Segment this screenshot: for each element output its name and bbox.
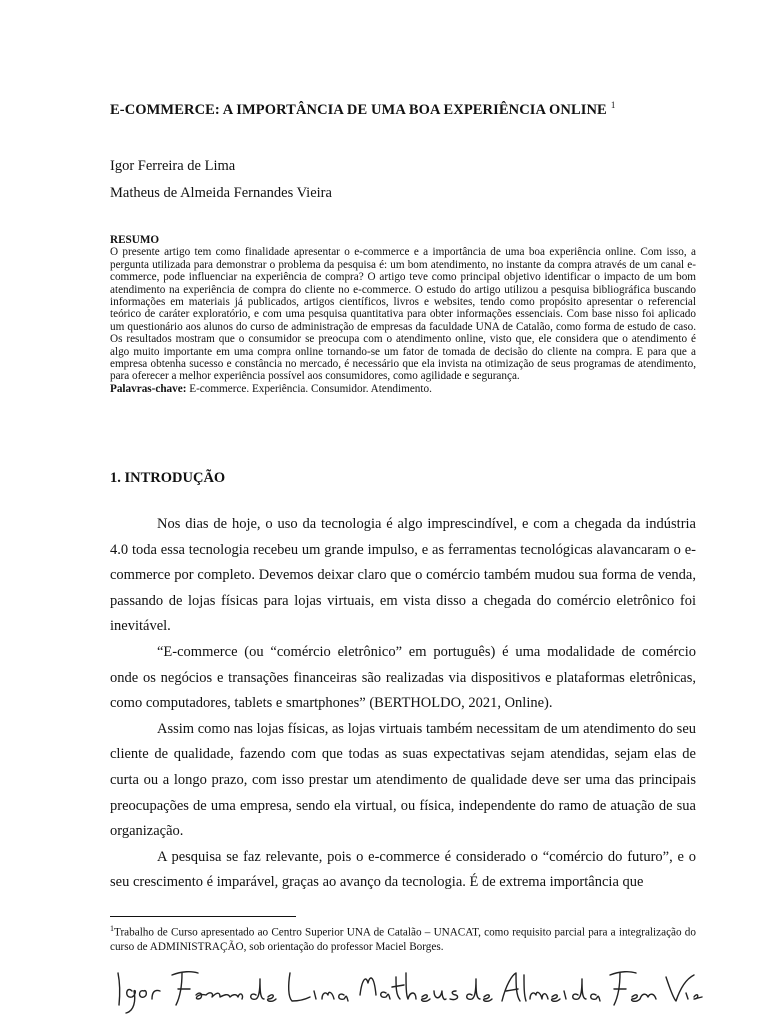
footnote-mark: 1 [110,924,114,933]
paragraph: A pesquisa se faz relevante, pois o e-commerce é considerado o “comércio do futuro”, e o seu crescimento é imparável, graças ao avanço da tecnologia. É de extrema importância que [110,848,696,891]
abstract-text: O presente artigo tem como finalidade apresentar o e-commerce e a importância de uma boa experiência online. Com isso, a pergunta utilizada para demonstrar o problema da pesquisa é: um bom atendimento, no instante da compra através de um canal e-commerce, pode influenciar na experiência de compra? O artigo teve como principal objetivo identificar o impacto de um bom atendimento na experiência de compra do cliente no e-commerce. O estudo do artigo utilizou a pesquisa bibliográfica buscando informações em materiais já publicados, artigos científicos, livros e websites, tendo como propósito apresentar o referencial teórico de caráter exploratório, e com uma pesquisa quantitativa para obter informações essenciais. Com base nisso foi aplicado um questionário aos alunos do curso de administração de empresas da faculdade UNA de Catalão, como forma de estudo de caso. Os resultados mostram que o consumidor se preocupa com o atendimento online, visto que, ele considera que o atendimento é algo muito importante em uma compra online tornando-se um fator de tomada de decisão do cliente na compra. E para que a empresa obtenha sucesso e constância no mercado, é necessário que ela invista na otimização de seus programas de atendimento, para oferecer a melhor experiência possível aos consumidores, como agilidade e segurança. [110,246,696,383]
paragraph: “E-commerce (ou “comércio eletrônico” em português) é uma modalidade de comércio onde os negócios e transações financeiras são realizadas via dispositivos e plataformas eletrônicas, como computadores, tablets e smartphones” (BERTHOLDO, 2021, Online). [110,643,696,712]
keywords-label: Palavras-chave: [110,382,187,395]
paragraph: Nos dias de hoje, o uso da tecnologia é algo imprescindível, e com a chegada da indústria 4.0 toda essa tecnologia recebeu um grande impulso, e as ferramentas tecnológicas alavancaram o e-commerce por completo. Devemos deixar claro que o comércio também mudou sua forma de venda, passando de lojas físicas para lojas virtuais, em vista disso a chegada do comércio eletrônico foi inevitável. [110,516,696,635]
paragraph: Assim como nas lojas físicas, as lojas virtuais também necessitam de um atendimento do seu cliente de qualidade, fazendo com que todas as suas expectativas sejam atendidas, sejam elas de curta ou a longo prazo, com isso prestar um atendimento de qualidade deve ser uma das principais preocupações de uma empresa, sendo ela virtual, ou física, independente do ramo de atuação de sua organização. [110,720,696,840]
keywords-text: E-commerce. Experiência. Consumidor. Atendimento. [189,382,432,395]
author-1: Igor Ferreira de Lima [110,158,236,174]
author-2: Matheus de Almeida Fernandes Vieira [110,185,332,201]
introduction-body [110,512,696,896]
section-heading: 1. INTRODUÇÃO [110,470,226,486]
paper-title [110,100,710,119]
title-text: E-COMMERCE: A IMPORTÂNCIA DE UMA BOA EXPERIÊNCIA ONLINE [110,101,607,118]
footnote-divider [110,916,296,917]
footnote [110,922,696,955]
handwritten-signature [110,955,710,1015]
title-footnote-mark: 1 [610,100,616,110]
keywords-line [110,383,696,395]
abstract-label: RESUMO [110,234,160,246]
abstract [110,234,696,395]
footnote-text: Trabalho de Curso apresentado ao Centro Superior UNA de Catalão – UNACAT, como requisito parcial para a integralização do curso de ADMINISTRAÇÃO, sob orientação do professor Maciel Borges. [110,926,696,954]
